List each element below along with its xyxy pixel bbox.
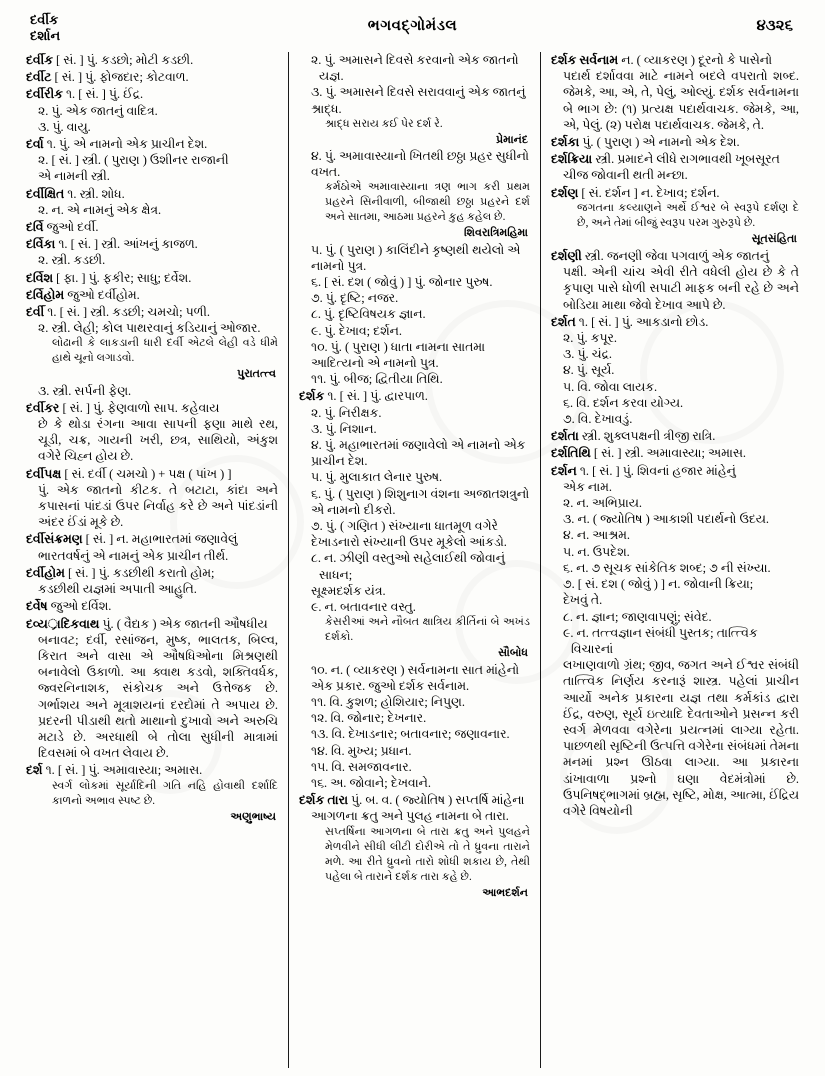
entry-continuation: આદિત્યનો એ નામનો પુત્ર.: [311, 356, 439, 371]
entry-continuation: દેખાડનારો સંખ્યાની ઉપર મૂકેલો આંકડો.: [311, 535, 507, 550]
entry-sense: ૧૦. પું. ( પુરાણ ) ધાતા નામના સાતમા: [311, 339, 486, 354]
entry-sense: ૧૩. વિ. દેખાડનાર; બતાવનાર; જણાવનાર.: [311, 727, 510, 742]
dictionary-entry: [26, 69, 278, 85]
entry-continuation: પક્ષી. એની ચાંચ એવી રીતે વધેલી હોય છે કે તે કૃપાણ પાસે ધોળી સપાટી માફક બની રહે છે અને બોડિયા માથા જેવો દેખાવ આપે છે.: [563, 265, 799, 312]
dictionary-entry: [551, 428, 799, 444]
entry-sense: ૯. પું. દેખાવ; દર્શન.: [311, 323, 402, 338]
dictionary-entry: [26, 762, 278, 824]
entry-citation-quote: શ્રાદ્ધ સરાય કઈ પેર દર્શ રે.: [325, 117, 443, 130]
entry-sense: ૭. [ સં. દશ ( જોવું ) ] ન. જોવાની ક્રિયા;: [563, 577, 754, 592]
dictionary-entry: [26, 598, 278, 614]
column-container: [0, 52, 825, 1076]
headword: દર્શક: [299, 389, 325, 404]
entry-continuation: છે કે થોડા રંગના આવા સાપની ફણા માથે રથ, ચૂડી, ચક્ર, ગાયની ખરી, છત્ર, સાથિયો, અંકુશ વગેરે ચિહ્ન હોય છે.: [38, 417, 278, 464]
entry-sense: ૪. પું. મહાભારતમાં જણાવેલો એ નામનો એક: [311, 438, 526, 453]
dictionary-entry: [551, 314, 799, 427]
entry-headword-line: દર્વા ૧. પું. એ નામનો એક પ્રાચીન દેશ.: [26, 137, 208, 152]
entry-sense: ૮. પું. દૃષ્ટિવિષયક જ્ઞાન.: [311, 307, 426, 322]
entry-continuation: વખત.: [311, 165, 341, 180]
entry-continuation: લખાણવાળો ગ્રંથ; જીવ, જગત અને ઈશ્વર સંબંધી તાત્ત્વિક નિર્ણય કરનારૂં શાસ્ત્ર. પહેલાં પ્રાચીન આર્યો અનેક પ્રકારના યજ્ઞ તથા કર્મકાંડ દ્વારા ઈંદ્ર, વરુણ, સૂર્ય ઇત્યાદિ દેવતાઓને પ્રસન્ન કરી સ્વર્ગ મેળવવા વગેરેના પ્રયત્નમાં લાગ્યા રહેતા. પાછળથી સૃષ્ટિની ઉત્પત્તિ વગેરેના સંબંધમાં તેમના મનમાં પ્રશ્ન ઊઠવા લાગ્યા. આ પ્રકારના ડાંખાવાળા પ્રશ્નો ઘણા વેદમંત્રોમાં છે. ઉપનિષદ્ભાગમાં બ્રહ્મ, સૃષ્ટિ, મોક્ષ, આત્મા, ઈંદ્રિય વગેરે વિષયોની: [563, 658, 799, 818]
entry-headword-line: દર્વેષ જુઓ દર્વિશ.: [26, 599, 112, 614]
dictionary-entry: [551, 185, 799, 247]
entry-sense: ૩. સ્ત્રી. સર્પની ફેણ.: [38, 383, 132, 398]
headword: દર્શન: [551, 463, 577, 478]
dictionary-entry: [26, 186, 278, 218]
entry-headword-line: દર્વીક્ષિત ૧. સ્ત્રી. શોધ.: [26, 186, 125, 201]
dictionary-entry: [26, 236, 278, 268]
book-title: ભગવદ્ગોમંડલ: [367, 18, 458, 34]
headword: દર્વીક્ષિત: [26, 186, 65, 201]
headword: દર્વા: [26, 137, 44, 152]
entry-citation-quote: લોઢાની કે લાકડાની ધારી દર્વી એટલે લેહી વડે ધીમે હાથે ચૂનો લગાડવો.: [52, 337, 278, 365]
entry-sense: ૨. સ્ત્રી. કડછી.: [38, 253, 106, 268]
entry-continuation: એક નામ.: [563, 479, 613, 494]
dictionary-entry: [299, 388, 530, 791]
entry-sense: ૨. સ્ત્રી. લેહી; કોલ પાથરવાનું કડિયાનું ઓજાર.: [38, 321, 261, 336]
entry-sense: ૧૧. પું. બીજ; દ્વિતીયા તિથિ.: [311, 372, 443, 387]
entry-continuation: આગળના ક્રતુ અને પુલહ નામના બે તારા.: [311, 809, 509, 824]
headword: દર્શકા: [551, 135, 580, 150]
entry-sense: ૯. ન. બતાવનાર વસ્તુ.: [311, 600, 416, 615]
entry-sense: ૨. પું. નિરીક્ષક.: [311, 405, 382, 420]
headword: દર્વિ: [26, 220, 44, 235]
headword: દર્શક્રિયા: [551, 152, 593, 167]
entry-sense: ૪. પું. સૂર્ય.: [563, 363, 615, 378]
entry-continuation: દેખવું તે.: [563, 593, 603, 608]
entry-continuation: શ્રાદ્ધ.: [311, 101, 342, 116]
entry-sense: ૬. પું. ( પુરાણ ) શિશુનાગ વંશના અજાતશત્રુનો: [311, 486, 530, 501]
dictionary-entry: [26, 52, 278, 68]
dictionary-entry: [551, 52, 799, 133]
entry-sense: ૧૬. અ. જોવાને; દેખવાને.: [311, 775, 432, 790]
entry-headword-line: દર્વીપક્ષ [ સં. દર્વી ( ચમચો ) + પક્ષ ( પાંખ ) ]: [26, 466, 232, 481]
entry-headword-line: દર્શતિથિ [ સં. ] સ્ત્રી. અમાવાસ્યા; અમાસ.: [551, 446, 746, 461]
entry-sense: ૨. ન. અભિપ્રાય.: [563, 496, 643, 511]
entry-citation-quote: કેસરીઆં અને નૌબત ક્ષાત્રિય કીર્તિનાં બે અખંડ દર્શકો.: [325, 616, 530, 644]
entry-sense: ૧૫. વિ. સમજાવનાર.: [311, 759, 412, 774]
entry-citation-quote: કર્મઠોએ અમાવાસ્યાના ત્રણ ભાગ કરી પ્રથમ પ્રહરને સિનીવાળી, બીજાથી છઠ્ઠા પ્રહરને દર્શ અને સાતમા, આઠમા પ્રહરને કુહ કહેલ છે.: [325, 181, 530, 224]
entry-headword-line: દર્શણ [ સં. દર્શન ] ન. દેખાવ; દર્શન.: [551, 185, 720, 200]
headword: દર્વીહોમ: [26, 565, 65, 580]
headword: દર્વીસંક્રમણ: [26, 532, 83, 547]
dictionary-entry: [551, 248, 799, 313]
headword: દર્શણી: [551, 249, 582, 264]
entry-sense: ૪. પું. અમાવાસ્યાનો ખિતથી છઠ્ઠા પ્રહર સુધીનો: [311, 149, 529, 164]
entry-sense: ૪. ન. આશ્રમ.: [563, 528, 631, 543]
entry-headword-line: દવ્યર્ાદિકવાથ પું. ( વૈદ્યક ) એક જાતની ઔષધીય: [26, 616, 268, 631]
running-head: [0, 0, 825, 52]
dictionary-entry: [26, 270, 278, 286]
entry-sense: ૧૧. વિ. કુશળ; હોશિયાર; નિપુણ.: [311, 694, 465, 709]
running-head-first-entry: દર્વીક: [30, 12, 59, 27]
entry-headword-line: દર્વી ૧. [ સં. ] સ્ત્રી. કડછી; ચમચો; પળી.: [26, 305, 210, 320]
dictionary-entry: [26, 287, 278, 303]
entry-headword-line: દર્વિશ [ ફા. ] પું. ફકીર; સાધુ; દર્વેશ.: [26, 270, 192, 285]
dictionary-entry: [26, 531, 278, 563]
headword: દર્શતા: [551, 429, 579, 444]
entry-sense: ૩. પું. ચંદ્ર.: [563, 347, 613, 362]
entry-continuation: એ નામની સ્ત્રી.: [38, 169, 110, 184]
entry-continuation: પ્રાચીન દેશ.: [311, 454, 368, 469]
entry-citation-source: શિવરાત્રિમહિમા: [464, 227, 528, 240]
headword: દર્શતિથિ: [551, 446, 591, 461]
entry-headword-line: દર્શક્રિયા સ્ત્રી. પ્રમાદને લીધે રાગભાવથી ખૂબસૂરત: [551, 152, 780, 167]
entry-continuation: નામનો પુત્ર.: [311, 258, 367, 273]
headword: દર્વીટ: [26, 70, 52, 85]
entry-headword-line: દર્વીસંક્રમણ [ સં. ] ન. મહાભારતમાં જણાવેલું: [26, 532, 238, 547]
headword: દર્વીકર: [26, 400, 60, 415]
dictionary-entry: [299, 792, 530, 901]
headword: દર્શ: [26, 763, 43, 778]
headword: દર્વી: [26, 305, 45, 320]
entry-citation-source: અણુભાષ્ય: [230, 810, 276, 823]
dictionary-entry: [551, 445, 799, 461]
entry-sense: ૬. ન. ૭ સૂચક સાંકેતિક શબ્દ; ૭ ની સંખ્યા.: [563, 560, 771, 575]
entry-sense: ૭. પું. દૃષ્ટિ; નજર.: [311, 291, 399, 306]
entry-citation-source: સૌબોધ: [498, 647, 528, 660]
entry-sense: ૭. વિ. દેખાવડું.: [563, 412, 633, 427]
entry-sense: ૨. પું. અમાસને દિવસે કરવાનો એક જાતનો યજ્ઞ.: [311, 53, 519, 84]
entry-headword-line: દર્વીટ [ સં. ] પું. ફોજદાર; કોટવાળ.: [26, 70, 189, 85]
dictionary-entry: [26, 616, 278, 762]
entry-headword-line: દર્શન ૧. [ સં. ] પું. શિવનાં હજાર માંહેનું: [551, 463, 736, 478]
entry-sense: ૬. [ સં. દશ ( જોવું ) ] પું. જોનાર પુરુષ.: [311, 275, 493, 290]
text-column-3: [540, 52, 809, 1068]
entry-continuation: ચીજ જોવાની થતી મન્છા.: [563, 168, 688, 183]
entry-citation-quote: સપ્તર્ષિના આગળના બે તારા ક્રતુ અને પુલહને મેળવીને સીધી લીટી દોરીએ તો તે ધ્રુવના તારાને મળે. આ રીતે ધ્રુવનો તારો શોધી શકાય છે, તેથી પહેલા બે તારાને દર્શક તારા કહે છે.: [325, 825, 530, 883]
entry-headword-line: દર્વિહોમ જુઓ દર્વીહોમ.: [26, 287, 140, 302]
entry-sense: ૮. ન. જ્ઞાન; જાણવાપણું; સંવેદ.: [563, 609, 712, 624]
entry-sense: ૨. પું. એક જાતનું વાદિત્ર.: [38, 103, 158, 118]
entry-continuation: પદાર્થ દર્શાવવા માટે નામને બદલે વપરાતો શબ્દ. જેમકે, આ, એ, તે, પેલું, ઓલ્યું. દર્શક સર્વનામના બે ભાગ છે: (૧) પ્રત્યક્ષ પદાર્થવાચક. જેમકે, આ, એ, પેલું. (૨) પરોક્ષ પદાર્થવાચક. જેમકે, તે.: [563, 69, 799, 132]
entry-headword-line: દર્શકા પું. ( પુરાણ ) એ નામનો એક દેશ.: [551, 135, 740, 150]
entry-headword-line: દર્શક સર્વનામ ન. ( વ્યાકરણ ) દૂરનો કે પાસેનો: [551, 53, 773, 67]
entry-sense: ૧૨. વિ. જોનાર; દેખનાર.: [311, 711, 427, 726]
headword: દર્વીપક્ષ: [26, 466, 62, 481]
headword: દર્વીક: [26, 53, 53, 67]
dictionary-entry: [299, 52, 530, 387]
headword: દર્વેષ: [26, 599, 48, 614]
headword: દર્શત: [551, 314, 576, 329]
entry-sense: ૫. પું. મુલાકાત લેનાર પુરુષ.: [311, 470, 443, 485]
headword: દર્વિકા: [26, 237, 56, 252]
entry-citation-quote: જગતના કલ્યાણને અર્થે ઈશ્વર બે સ્વરૂપે દર્શણ દે છે, અને તેમાં બીજું સ્વરૂપ પરમ ગુરુરૂપે છે.: [577, 201, 799, 229]
dictionary-entry: [26, 304, 278, 399]
dictionary-entry: [26, 466, 278, 531]
entry-sense: ૧૦. ન. ( વ્યાકરણ ) સર્વનામના સાત માંહેનો: [311, 662, 520, 677]
entry-citation-source: પ્રેમાનંદ: [496, 133, 528, 146]
headword: દર્શણ: [551, 185, 579, 200]
entry-headword-line: દર્વિકા ૧. [ સં. ] સ્ત્રી. આંખનું કાજળ.: [26, 237, 198, 252]
headword: દર્શક સર્વનામ: [551, 53, 619, 67]
entry-sense: ૫. પું. ( પુરાણ ) કાલિંદીને કૃષ્ણથી થયેલો એ: [311, 242, 521, 257]
entry-sense: ૮. ન. ઝીણી વસ્તુઓ સહેલાઈથી જોવાનું સાધન;: [311, 551, 505, 582]
entry-headword-line: દર્શક ૧. [ સં. ] પું. દ્વારપાળ.: [299, 389, 428, 404]
entry-citation-source: સૂતસંહિતા: [751, 232, 797, 245]
text-column-2: [288, 52, 540, 1068]
entry-headword-line: દર્શત ૧. [ સં. ] પું. આકડાનો છોડ.: [551, 314, 709, 329]
headword: દર્વિહોમ: [26, 287, 65, 302]
entry-continuation: એક પ્રકાર. જુઓ દર્શક સર્વનામ.: [311, 678, 470, 693]
entry-continuation: ભારતવર્ષનું એ નામનું એક પ્રાચીન તીર્થ.: [38, 548, 229, 563]
headword: દર્વીરીક: [26, 87, 63, 102]
entry-sense: ૨. પું. કપૂર.: [563, 331, 617, 346]
entry-headword-line: દર્શક તારા પું. બ. વ. ( જ્યોતિષ ) સપ્તર્ષિ માંહેના: [299, 793, 525, 808]
entry-headword-line: દર્શણી સ્ત્રી. જનણી જેવા પગવાળું એક જાતનું: [551, 249, 770, 264]
dictionary-entry: [551, 134, 799, 150]
dictionary-entry: [551, 463, 799, 819]
entry-sense: ૫. વિ. જોવા લાયક.: [563, 379, 658, 394]
dictionary-entry: [551, 151, 799, 183]
dictionary-entry: [26, 86, 278, 135]
headword: દવ્યર્ાદિકવાથ: [26, 616, 100, 631]
entry-citation-source: પુરાતત્ત્વ: [237, 368, 276, 381]
page-number: ૪૩૨૬: [756, 18, 793, 34]
entry-sense: ૧૪. વિ. મુખ્ય; પ્રધાન.: [311, 743, 412, 758]
entry-sense: ૩. પું. અમાસને દિવસે સરાવવાનું એક જાતનું: [311, 85, 526, 100]
entry-sense: ૫. ન. ઉપદેશ.: [563, 544, 630, 559]
entry-headword-line: દર્વીરીક ૧. [ સં. ] પું. ઈંદ્ર.: [26, 87, 144, 102]
entry-headword-line: દર્વિ જુઓ દર્વી.: [26, 220, 99, 235]
entry-sense: ૯. ન. તત્ત્વજ્ઞાન સંબંધી પુસ્તક; તાત્ત્વિક વિચારનાં: [563, 625, 758, 656]
dictionary-entry: [26, 136, 278, 185]
entry-continuation: સૂક્ષ્મદર્શક યંત્ર.: [311, 583, 386, 598]
text-column-1: [16, 52, 288, 1068]
dictionary-entry: [26, 400, 278, 465]
entry-sense: ૭. પું. ( ગણિત ) સંખ્યાના ધાતમૂળ વગેરે: [311, 519, 498, 534]
headword: દર્શક તારા: [299, 793, 349, 808]
entry-continuation: બનાવટ; દર્વી, રસાંજન, મુષ્ક, ભાલતક, બિલ્વ, કિરાત અને વાસા એ ઔષધિઓના મિશ્રણથી બનાવેલો ઉકાળો. આ ક્વાથ કડવો, શક્તિવર્ધક, જ્વરનિનાશક, સંકોચક અને ઉત્તેજક છે. ગર્ભાશય અને મૂત્રાશયનાં દરદોમાં તે અપાય છે. પ્રદરની પીડાથી થતો માથાનો દુખાવો અને અરુચિ મટાડે છે. અરધાથી બે તોલા સુધીની માત્રામાં દિવસમાં બે વખત લેવાય છે.: [38, 632, 278, 761]
entry-sense: ૨. [ સં. ] સ્ત્રી. ( પુરાણ ) ઉશીનર રાજાની: [38, 153, 229, 168]
entry-headword-line: દર્વીક [ સં. ] પું. કડછો; મોટી કડછી.: [26, 53, 194, 67]
entry-continuation: એ નામનો દીકરો.: [311, 502, 396, 517]
entry-continuation: કડછીથી યજ્ઞમાં અપાતી આહુતિ.: [38, 582, 197, 597]
entry-continuation: પું. એક જાતનો કીટક. તે બટાટા, કાંદા અને કપાસનાં પાંદડાં ઉપર નિર્વાહ કરે છે અને પાંદડાંની અંદર ઈંડાં મૂકે છે.: [38, 482, 278, 530]
running-head-last-entry: દર્શાન: [30, 28, 61, 43]
entry-headword-line: દર્શતા સ્ત્રી. શુક્લપક્ષની ત્રીજી રાત્રિ.: [551, 429, 716, 444]
entry-sense: ૩. પું. વાયુ.: [38, 119, 91, 134]
entry-sense: ૬. વિ. દર્શન કરવા યોગ્ય.: [563, 395, 684, 410]
entry-headword-line: દર્વીકર [ સં. ] પું. ફેણવાળો સાપ. કહેવાય: [26, 400, 220, 415]
entry-citation-quote: સ્વર્ગ લોકમાં સૂર્યાદિની ગતિ નહિ હોવાથી દર્શાદિ કાળનો અભાવ સ્પષ્ટ છે.: [52, 779, 278, 807]
entry-headword-line: દર્વીહોમ [ સં. ] પું. કડછીથી કરાતો હોમ;: [26, 565, 215, 580]
dictionary-entry: [26, 219, 278, 235]
entry-sense: ૨. ન. એ નામનું એક ક્ષેત્ર.: [38, 202, 162, 217]
entry-citation-source: આભદર્શન: [482, 886, 528, 899]
dictionary-entry: [26, 565, 278, 597]
entry-headword-line: દર્શ ૧. [ સં. ] પું. અમાવાસ્યા; અમાસ.: [26, 763, 203, 778]
entry-sense: ૩. ન. ( જ્યોતિષ ) આકાશી પદાર્થનો ઉદય.: [563, 512, 770, 527]
headword: દર્વિશ: [26, 270, 53, 285]
entry-sense: ૩. પું. નિશાન.: [311, 421, 377, 436]
